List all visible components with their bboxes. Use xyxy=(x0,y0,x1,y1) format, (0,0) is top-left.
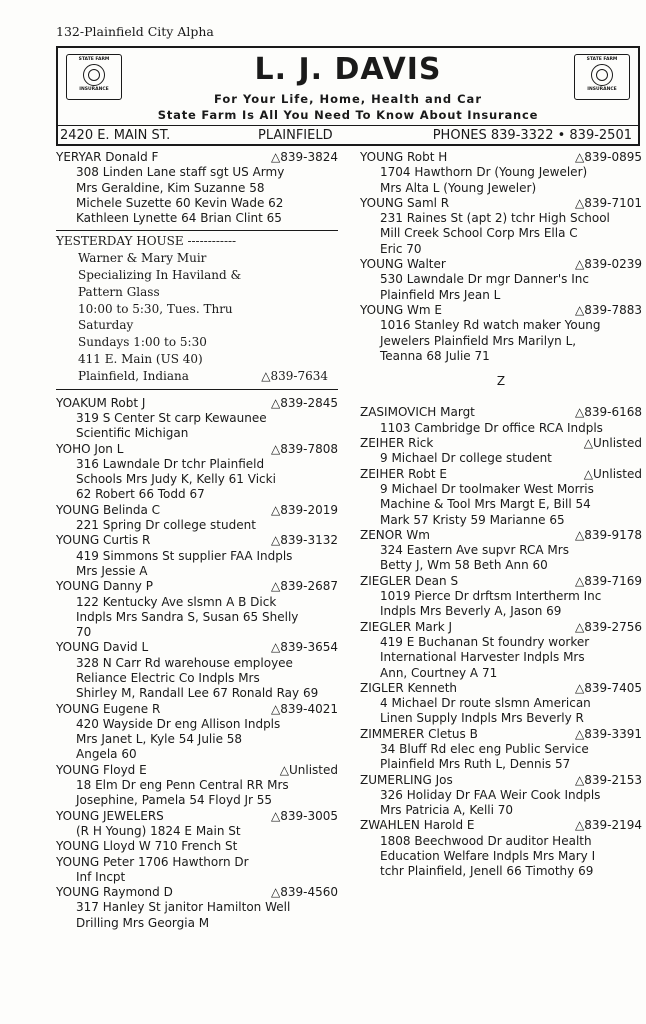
listing-entry xyxy=(56,839,338,854)
box-title: YESTERDAY HOUSE ------------ xyxy=(56,234,237,249)
listing-detail: 1808 Beechwood Dr auditor Health xyxy=(380,833,592,848)
listing-name: ZUMERLING Jos xyxy=(360,772,453,787)
listing-entry xyxy=(360,620,642,681)
listing-header xyxy=(56,150,338,165)
ad-contact-bar xyxy=(58,125,638,147)
listing-entry xyxy=(56,763,338,809)
logo-top-text: STATE FARM xyxy=(78,57,110,62)
listing-header xyxy=(56,533,338,548)
listing-header xyxy=(56,809,338,824)
listing-detail: 324 Eastern Ave supvr RCA Mrs xyxy=(380,543,569,558)
listing-entry xyxy=(56,533,338,579)
listing-header xyxy=(56,396,338,411)
listing-phone: △839-3391 xyxy=(574,726,642,741)
ad-city: PLAINFIELD xyxy=(258,128,333,143)
box-line: Sundays 1:00 to 5:30 xyxy=(78,335,207,350)
listing-entry xyxy=(56,150,338,226)
listing-phone: △839-2756 xyxy=(574,619,642,634)
listing-name: YOUNG JEWELERS xyxy=(56,808,164,823)
listing-detail: 18 Elm Dr eng Penn Central RR Mrs xyxy=(76,778,289,793)
listing-header xyxy=(360,818,642,833)
listing-phone: △839-7169 xyxy=(574,573,642,588)
listing-phone: △839-3005 xyxy=(270,808,338,823)
listing-detail: 530 Lawndale Dr mgr Danner's Inc xyxy=(380,272,589,287)
listing-name: ZEIHER Robt E xyxy=(360,466,447,481)
listing-detail: Shirley M, Randall Lee 67 Ronald Ray 69 xyxy=(76,686,319,701)
listing-entry xyxy=(360,818,642,879)
listing-phone: △839-4021 xyxy=(270,701,338,716)
listing-phone: △839-9178 xyxy=(574,527,642,542)
page-header: 132-Plainfield City Alpha xyxy=(56,24,214,39)
listing-detail: Mark 57 Kristy 59 Marianne 65 xyxy=(380,512,565,527)
listing-detail: 62 Robert 66 Todd 67 xyxy=(76,487,205,502)
listing-entry xyxy=(56,885,338,931)
listing-phone: △839-7808 xyxy=(270,441,338,456)
listing-header xyxy=(56,442,338,457)
yesterday-house-ad xyxy=(56,230,338,389)
listing-detail: 9 Michael Dr college student xyxy=(380,451,552,466)
listing-phone: △Unlisted xyxy=(583,466,642,481)
listing-detail: 419 Simmons St supplier FAA Indpls xyxy=(76,548,293,563)
listing-phone: △839-7883 xyxy=(574,302,642,317)
listing-name: ZIEGLER Mark J xyxy=(360,619,453,634)
listing-entry xyxy=(56,396,338,442)
listing-header xyxy=(360,620,642,635)
listing-header xyxy=(360,196,642,211)
listing-name: YOUNG Belinda C xyxy=(56,502,161,517)
logo-top-text: STATE FARM xyxy=(586,57,618,62)
insurance-advertisement xyxy=(56,46,640,146)
listing-phone: △839-3654 xyxy=(270,640,338,655)
listing-phone: △839-7101 xyxy=(574,195,642,210)
listing-entry xyxy=(360,727,642,773)
listing-name: ZIGLER Kenneth xyxy=(360,680,458,695)
listing-phone: △839-3132 xyxy=(270,533,338,548)
listing-detail: Education Welfare Indpls Mrs Mary I xyxy=(380,849,596,864)
listing-detail: 1103 Cambridge Dr office RCA Indpls xyxy=(380,420,603,435)
listing-header xyxy=(360,436,642,451)
listing-phone: △839-2019 xyxy=(270,502,338,517)
listing-entry xyxy=(360,150,642,196)
listing-entry xyxy=(360,196,642,257)
listing-phone: △839-4560 xyxy=(270,885,338,900)
listing-phone: △839-2194 xyxy=(574,818,642,833)
listing-detail: Michele Suzette 60 Kevin Wade 62 xyxy=(76,195,284,210)
listing-entry xyxy=(360,467,642,528)
listing-phone: △839-2687 xyxy=(270,579,338,594)
listing-detail: Kathleen Lynette 64 Brian Clint 65 xyxy=(76,211,282,226)
listing-name: YOUNG Curtis R xyxy=(56,533,151,548)
box-last-line xyxy=(56,368,338,385)
listing-header xyxy=(360,681,642,696)
box-line: 411 E. Main (US 40) xyxy=(78,352,203,367)
listing-detail: 1016 Stanley Rd watch maker Young xyxy=(380,318,601,333)
listing-phone: △839-7405 xyxy=(574,680,642,695)
listing-header xyxy=(56,702,338,717)
box-line: Saturday xyxy=(78,318,134,333)
listing-phone: △839-2845 xyxy=(270,395,338,410)
listing-name: YOHO Jon L xyxy=(56,441,124,456)
listing-detail: 4 Michael Dr route slsmn American xyxy=(380,696,591,711)
listing-name: YOUNG Peter 1706 Hawthorn Dr xyxy=(56,854,249,869)
logo-bottom-text: INSURANCE xyxy=(587,87,617,92)
listing-detail: 70 xyxy=(76,625,92,640)
listing-detail: Scientific Michigan xyxy=(76,426,189,441)
listing-detail: Mill Creek School Corp Mrs Ella C xyxy=(380,226,578,241)
listing-detail: (R H Young) 1824 E Main St xyxy=(76,823,241,838)
listing-phone: △839-2153 xyxy=(574,772,642,787)
listing-detail: 317 Hanley St janitor Hamilton Well xyxy=(76,900,291,915)
listing-entry xyxy=(56,503,338,534)
listing-entry xyxy=(56,442,338,503)
listing-detail: Mrs Geraldine, Kim Suzanne 58 xyxy=(76,180,265,195)
listing-header xyxy=(56,503,338,518)
listing-name: YOUNG Floyd E xyxy=(56,762,147,777)
listing-detail: 308 Linden Lane staff sgt US Army xyxy=(76,165,285,180)
listing-header xyxy=(360,150,642,165)
listing-detail: Reliance Electric Co Indpls Mrs xyxy=(76,671,260,685)
listing-detail: Plainfield Mrs Ruth L, Dennis 57 xyxy=(380,757,571,772)
listing-header xyxy=(360,574,642,589)
listing-detail: Mrs Jessie A xyxy=(76,563,148,578)
listing-detail: Inf Incpt xyxy=(76,869,126,884)
listing-name: ZIMMERER Cletus B xyxy=(360,726,478,741)
listing-entry xyxy=(360,436,642,467)
listing-detail: 319 S Center St carp Kewaunee xyxy=(76,410,267,425)
listing-name: YOUNG Wm E xyxy=(360,302,442,317)
listing-detail: Jewelers Plainfield Mrs Marilyn L, xyxy=(380,333,577,348)
listing-phone: △839-0895 xyxy=(574,150,642,164)
listing-name: YOUNG Danny P xyxy=(56,579,153,594)
listing-phone: △839-0239 xyxy=(574,257,642,272)
listing-detail: Mrs Janet L, Kyle 54 Julie 58 xyxy=(76,732,243,747)
listing-detail: 419 E Buchanan St foundry worker xyxy=(380,634,590,649)
listing-detail: Angela 60 xyxy=(76,747,137,762)
listing-detail: Plainfield Mrs Jean L xyxy=(380,287,501,302)
ad-tagline-1: For Your Life, Home, Health and Car xyxy=(214,92,482,106)
listing-entry xyxy=(360,405,642,436)
listing-name: YOUNG David L xyxy=(56,640,149,655)
right-column xyxy=(360,150,642,880)
listing-name: YOUNG Walter xyxy=(360,257,446,272)
listing-phone: △839-3824 xyxy=(270,150,338,164)
listing-header xyxy=(56,579,338,594)
box-line: 10:00 to 5:30, Tues. Thru xyxy=(78,301,233,316)
listing-detail: Ann, Courtney A 71 xyxy=(380,665,498,680)
logo-bottom-text: INSURANCE xyxy=(79,87,109,92)
listing-detail: 1704 Hawthorn Dr (Young Jeweler) xyxy=(380,165,588,180)
section-letter: Z xyxy=(496,374,506,389)
listing-phone: △Unlisted xyxy=(279,762,338,777)
listing-detail: 34 Bluff Rd elec eng Public Service xyxy=(380,741,589,756)
listing-detail: Teanna 68 Julie 71 xyxy=(380,348,490,363)
listing-detail: Mrs Alta L (Young Jeweler) xyxy=(380,180,537,195)
listing-header xyxy=(360,773,642,788)
listing-detail: 1019 Pierce Dr drftsm Intertherm Inc xyxy=(380,589,602,604)
listing-detail: 231 Raines St (apt 2) tchr High School xyxy=(380,211,610,226)
listing-detail: 420 Wayside Dr eng Allison Indpls xyxy=(76,716,281,731)
listing-detail: 316 Lawndale Dr tchr Plainfield xyxy=(76,456,265,471)
ad-address: 2420 E. MAIN ST. xyxy=(60,128,171,143)
listing-entry xyxy=(56,640,338,701)
listing-detail: Drilling Mrs Georgia M xyxy=(76,915,210,930)
box-city: Plainfield, Indiana xyxy=(78,368,189,383)
ad-tagline-2: State Farm Is All You Need To Know About Insurance xyxy=(157,108,539,122)
listing-entry xyxy=(56,702,338,763)
listing-header xyxy=(360,528,642,543)
listing-name: ZASIMOVICH Margt xyxy=(360,405,475,420)
listing-name: YOUNG Eugene R xyxy=(56,701,161,716)
box-line: Warner & Mary Muir xyxy=(78,251,207,266)
listing-detail: International Harvester Indpls Mrs xyxy=(380,650,585,665)
listing-name: YOUNG Robt H xyxy=(360,150,448,164)
box-phone: △839-7634 xyxy=(261,368,328,383)
listing-phone: △Unlisted xyxy=(583,436,642,451)
listing-detail: Machine & Tool Mrs Margt E, Bill 54 xyxy=(380,497,591,512)
listing-header xyxy=(56,885,338,900)
listing-header xyxy=(56,839,338,854)
listing-name: ZWAHLEN Harold E xyxy=(360,818,475,833)
listing-phone: △839-6168 xyxy=(574,405,642,420)
listing-entry xyxy=(360,257,642,303)
listing-detail: 328 N Carr Rd warehouse employee xyxy=(76,655,293,670)
ad-agent-name: L. J. DAVIS xyxy=(254,52,442,87)
listing-entry xyxy=(56,579,338,640)
listing-detail: Indpls Mrs Beverly A, Jason 69 xyxy=(380,604,562,619)
listing-entry xyxy=(56,855,338,886)
listing-detail: Schools Mrs Judy K, Kelly 61 Vicki xyxy=(76,472,276,487)
listing-name: YERYAR Donald F xyxy=(56,150,159,164)
box-line: Specializing In Haviland & xyxy=(78,268,242,283)
listing-name: YOUNG Raymond D xyxy=(56,885,173,900)
listing-header xyxy=(56,763,338,778)
listing-detail: 326 Holiday Dr FAA Weir Cook Indpls xyxy=(380,787,601,802)
left-column xyxy=(56,150,338,931)
listing-entry xyxy=(56,809,338,840)
listing-name: YOUNG Saml R xyxy=(360,195,450,210)
listing-name: YOUNG Lloyd W 710 French St xyxy=(56,839,238,854)
listing-header xyxy=(360,467,642,482)
box-line: Pattern Glass xyxy=(78,284,160,299)
listing-entry xyxy=(360,681,642,727)
listing-header xyxy=(56,855,338,870)
listing-name: ZENOR Wm xyxy=(360,527,430,542)
listing-name: ZIEGLER Dean S xyxy=(360,573,459,588)
listing-detail: 221 Spring Dr college student xyxy=(76,518,256,533)
listing-header xyxy=(360,257,642,272)
listing-header xyxy=(360,303,642,318)
listing-detail: 9 Michael Dr toolmaker West Morris xyxy=(380,481,594,496)
listing-header xyxy=(360,405,642,420)
listing-entry xyxy=(360,773,642,819)
listing-header xyxy=(56,640,338,655)
listing-name: YOAKUM Robt J xyxy=(56,395,146,410)
listing-header xyxy=(360,727,642,742)
listing-entry xyxy=(360,574,642,620)
listing-name: ZEIHER Rick xyxy=(360,436,434,451)
ad-phones: PHONES 839-3322 • 839-2501 xyxy=(432,128,632,143)
listing-detail: Josephine, Pamela 54 Floyd Jr 55 xyxy=(76,793,273,808)
listing-detail: Betty J, Wm 58 Beth Ann 60 xyxy=(380,558,548,573)
listing-detail: Indpls Mrs Sandra S, Susan 65 Shelly xyxy=(76,609,299,624)
listing-detail: Linen Supply Indpls Mrs Beverly R xyxy=(380,711,584,726)
listing-detail: tchr Plainfield, Jenell 66 Timothy 69 xyxy=(380,864,594,879)
listing-detail: Mrs Patricia A, Kelli 70 xyxy=(380,803,514,818)
listing-detail: 122 Kentucky Ave slsmn A B Dick xyxy=(76,594,277,609)
listing-entry xyxy=(360,528,642,574)
listing-detail: Eric 70 xyxy=(380,241,422,256)
listing-entry xyxy=(360,303,642,364)
